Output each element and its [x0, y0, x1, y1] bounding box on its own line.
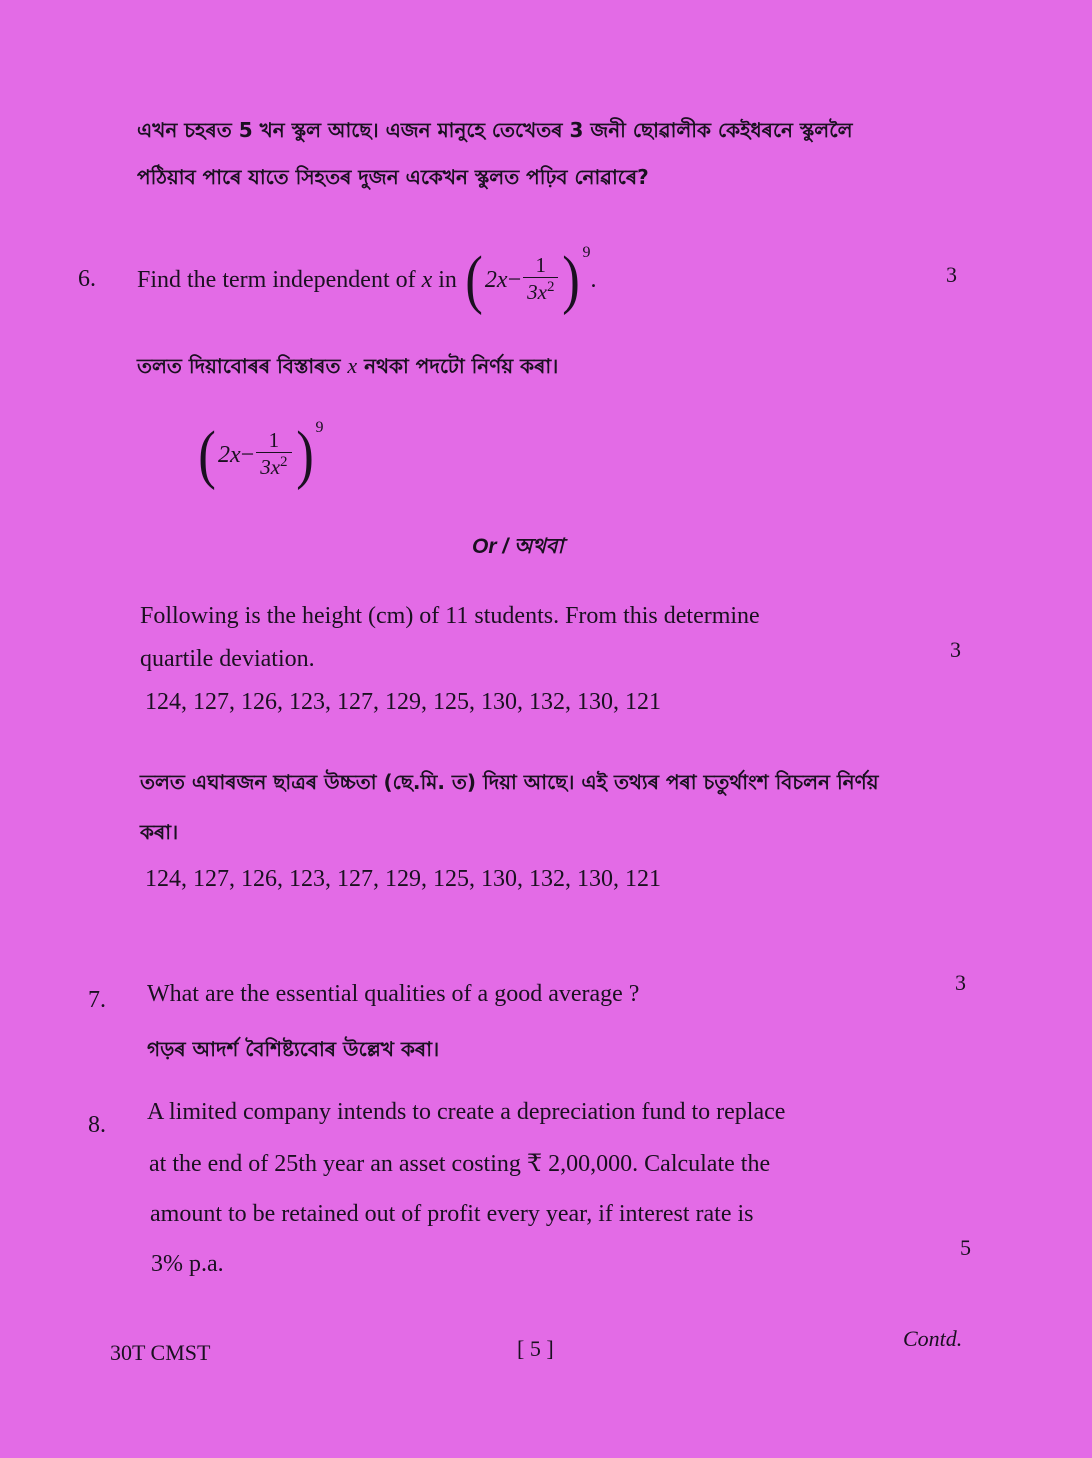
expr-numerator: 1 — [268, 428, 280, 453]
q6-alt-data-bengali: 124, 127, 126, 123, 127, 129, 125, 130, 132, 130, 121 — [145, 866, 661, 892]
expr-den-base: 3x — [260, 455, 281, 480]
q6-alt-bengali-line-2: কৰা। — [140, 820, 179, 844]
q6-alt-data: 124, 127, 126, 123, 127, 129, 125, 130, 132, 130, 121 — [145, 689, 661, 715]
q6-text-var: x — [421, 266, 433, 293]
q6-trailing-dot: . — [590, 266, 597, 293]
q6-number: 6. — [78, 266, 96, 292]
expr-fraction — [523, 254, 558, 305]
q6-bengali-expression — [196, 420, 324, 490]
intro-line-1: এখন চহৰত 5 খন স্কুল আছে। এজন মানুহে তেখেতৰ 3 জনী ছোৱালীক কেইধৰনে স্কুললৈ — [137, 118, 853, 142]
expr-minus: − — [240, 441, 255, 468]
q6-alt-line-1: Following is the height (cm) of 11 students. From this determine — [140, 603, 760, 629]
expr-den-base: 3x — [527, 280, 547, 305]
q7-marks: 3 — [955, 970, 966, 995]
contd-label: Contd. — [903, 1326, 963, 1351]
q7-bengali: গড়ৰ আদৰ্শ বৈশিষ্ট্যবোৰ উল্লেখ কৰা। — [147, 1037, 440, 1061]
q8-line-2: at the end of 25th year an asset costing ₹ 2,00,000. Calculate the — [149, 1151, 771, 1177]
q6-question — [137, 240, 596, 320]
q6-bengali-math — [196, 418, 324, 491]
right-paren: ) — [295, 418, 314, 491]
left-paren: ( — [198, 418, 216, 491]
expr-denominator — [523, 277, 558, 305]
expr-denominator — [256, 452, 291, 480]
q6-bengali — [137, 352, 558, 385]
q8-line-4: 3% p.a. — [151, 1251, 224, 1277]
q8-line-1: A limited company intends to create a depreciation fund to replace — [147, 1099, 786, 1125]
expr-fraction — [256, 429, 291, 480]
expr-den-exp: 2 — [280, 454, 288, 471]
intro-line-2: পঠিয়াব পাৰে যাতে সিহতৰ দুজন একেখন স্কুলত পঢ়িব নোৱাৰে? — [137, 165, 649, 189]
q8-marks: 5 — [960, 1235, 971, 1260]
q6-text-in: in — [438, 266, 457, 293]
expr-power: 9 — [582, 244, 591, 261]
q8-line-3: amount to be retained out of profit every year, if interest rate is — [150, 1201, 754, 1227]
expr-minus: − — [507, 266, 522, 293]
expr-term: 2x — [484, 266, 508, 293]
expr-den-exp: 2 — [546, 279, 555, 296]
q6-bengali-suffix: নথকা পদটো নিৰ্ণয় কৰা। — [364, 354, 559, 378]
q7-number: 7. — [88, 987, 106, 1013]
or-label: Or / অথবা — [472, 535, 564, 558]
page-number: [ 5 ] — [517, 1336, 554, 1361]
q6-alt-marks: 3 — [950, 637, 961, 662]
q6-bengali-var: x — [347, 353, 358, 378]
q6-math-expression — [463, 243, 591, 316]
q7-text: What are the essential qualities of a good average ? — [147, 981, 640, 1007]
expr-power: 9 — [315, 419, 324, 436]
expr-term: 2x — [217, 441, 241, 468]
q6-text-prefix: Find the term independent of — [137, 266, 416, 293]
q6-alt-bengali-line-1: তলত এঘাৰজন ছাত্ৰৰ উচ্চতা (ছে.মি. ত) দিয়া আছে। এই তথ্যৰ পৰা চতুৰ্থাংশ বিচলন নিৰ্ণয় — [140, 770, 879, 794]
expr-numerator: 1 — [535, 253, 547, 278]
left-paren: ( — [465, 243, 483, 316]
q6-bengali-prefix: তলত দিয়াবোৰৰ বিস্তাৰত — [137, 354, 341, 378]
q6-marks: 3 — [946, 262, 957, 287]
q6-alt-line-2: quartile deviation. — [140, 646, 315, 672]
q8-number: 8. — [88, 1112, 106, 1138]
paper-code: 30T CMST — [110, 1340, 211, 1365]
right-paren: ) — [562, 243, 581, 316]
